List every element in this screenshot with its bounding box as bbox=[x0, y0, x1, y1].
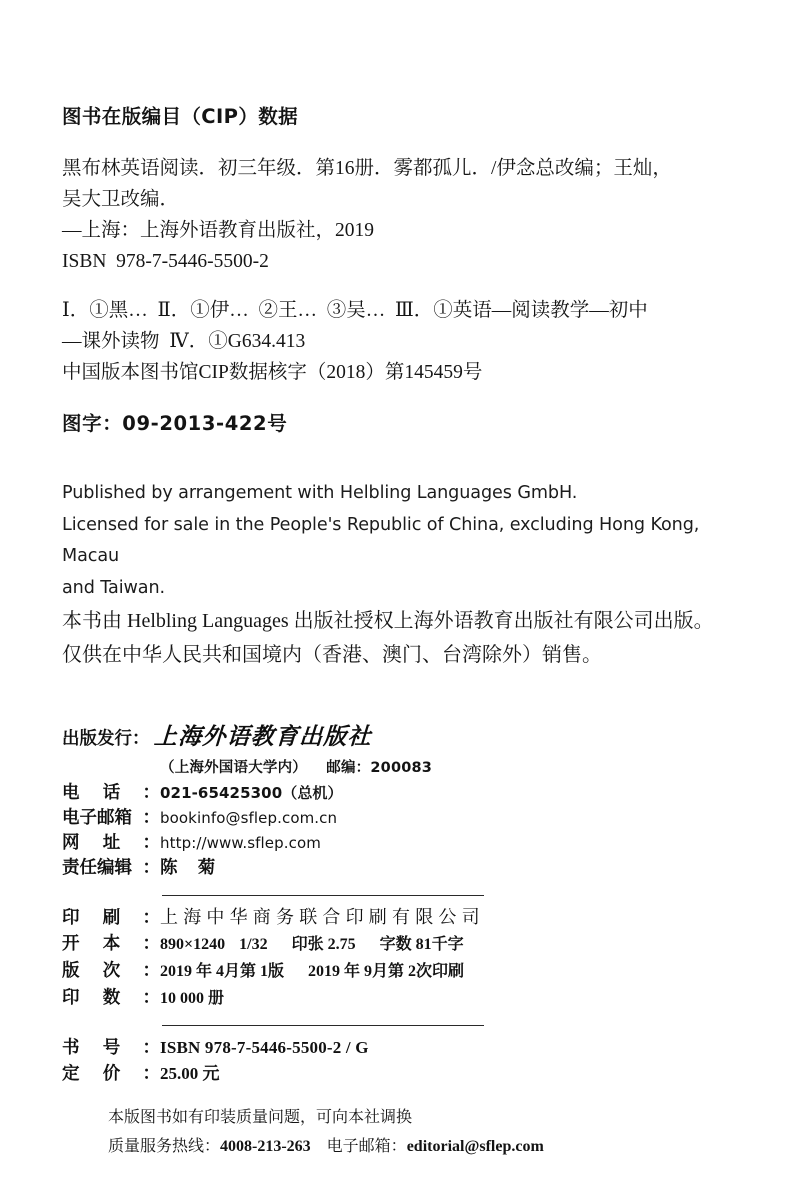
format-ratio: 1/32 bbox=[239, 936, 268, 953]
isbn-label-char-1: 书 bbox=[62, 1038, 80, 1058]
format-size: 890×1240 bbox=[160, 936, 226, 953]
cip-check-line: 中国版本图书馆CIP数据核字（2018）第145459号 bbox=[62, 362, 483, 383]
hotline-value: 4008-213-263 bbox=[220, 1138, 311, 1155]
editor-colon: ： bbox=[142, 858, 160, 878]
edition-label-char-1: 版 bbox=[62, 961, 80, 981]
colophon-divider-2 bbox=[162, 1025, 484, 1026]
email-value[interactable]: bookinfo@sflep.com.cn bbox=[160, 809, 338, 827]
isbn-value: ISBN 978-7-5446-5500-2 / G bbox=[160, 1038, 369, 1057]
edition-row bbox=[62, 958, 742, 985]
website-label-char-2: 址 bbox=[102, 833, 121, 853]
format-label-char-1: 开 bbox=[62, 934, 80, 954]
price-colon: ： bbox=[142, 1064, 160, 1084]
email-row bbox=[62, 806, 742, 831]
hotline-label: 质量服务热线： bbox=[108, 1138, 221, 1155]
format-row bbox=[62, 931, 742, 958]
email-label bbox=[62, 806, 160, 831]
edition-label bbox=[62, 958, 160, 984]
editor-value bbox=[160, 856, 215, 881]
printer-value: 上海中华商务联合印刷有限公司 bbox=[160, 907, 485, 928]
isbn-label-char-2: 号 bbox=[102, 1038, 121, 1058]
edition-colon: ： bbox=[142, 961, 160, 981]
format-label bbox=[62, 931, 160, 957]
service-line bbox=[108, 1132, 742, 1161]
licence-english-line-1: Published by arrangement with Helbling Languages GmbH. bbox=[62, 483, 578, 503]
price-label-char-2: 价 bbox=[102, 1064, 121, 1084]
print-run-label-char-2: 数 bbox=[102, 988, 121, 1008]
exchange-note: 本版图书如有印装质量问题，可向本社调换 bbox=[108, 1109, 413, 1126]
website-label bbox=[62, 831, 160, 856]
editor-given-name: 菊 bbox=[197, 858, 216, 878]
cip-classification-line-2: —课外读物 Ⅳ．①G634.413 bbox=[62, 331, 306, 352]
website-colon: ： bbox=[142, 833, 160, 853]
editor-label-text: 责任编辑 bbox=[62, 858, 132, 878]
sheets-label: 印张 bbox=[291, 936, 324, 953]
print-run-colon: ： bbox=[142, 988, 160, 1008]
cip-block bbox=[62, 101, 742, 388]
footer-email-value[interactable]: editorial@sflep.com bbox=[406, 1138, 544, 1155]
print-run-row bbox=[62, 985, 742, 1012]
print-run-value: 10 000 册 bbox=[160, 990, 225, 1007]
phone-row bbox=[62, 781, 742, 806]
format-label-char-2: 本 bbox=[102, 934, 121, 954]
licence-chinese-line-1: 本书由 Helbling Languages 出版社授权上海外语教育出版社有限公司出版。 bbox=[62, 610, 714, 632]
print-run-label bbox=[62, 985, 160, 1011]
edition-second: 2019 年 9月第 2次印刷 bbox=[308, 963, 465, 980]
phone-colon: ： bbox=[142, 783, 160, 803]
editor-surname: 陈 bbox=[160, 858, 178, 878]
publish-label: 出版发行： bbox=[62, 729, 150, 749]
colophon-divider-1 bbox=[162, 895, 484, 896]
licence-english-line-2: Licensed for sale in the People's Republic of China, excluding Hong Kong, Macau bbox=[62, 514, 700, 566]
print-run-label-char-1: 印 bbox=[62, 988, 80, 1008]
footer-notes bbox=[108, 1103, 742, 1161]
price-value: 25.00 元 bbox=[160, 1064, 220, 1083]
cip-title-line-1: 黑布林英语阅读．初三年级．第16册．雾都孤儿．/伊念总改编；王灿， bbox=[62, 158, 672, 179]
address-row bbox=[160, 756, 742, 781]
phone-label bbox=[62, 781, 160, 806]
publisher-name: 上海外语教育出版社 bbox=[152, 724, 372, 750]
isbn-label bbox=[62, 1035, 160, 1061]
price-label bbox=[62, 1061, 160, 1087]
publisher-address: （上海外国语大学内） bbox=[160, 760, 307, 776]
words-value: 81千字 bbox=[415, 936, 464, 953]
zip-value: 200083 bbox=[370, 760, 433, 776]
cip-publisher-line: —上海：上海外语教育出版社，2019 bbox=[62, 220, 375, 241]
isbn-colon: ： bbox=[142, 1038, 160, 1058]
cip-classification-line-1: Ⅰ．①黑… Ⅱ．①伊… ②王… ③吴… Ⅲ．①英语—阅读教学—初中 bbox=[62, 300, 648, 321]
phone-label-char-1: 电 bbox=[62, 783, 80, 803]
phone-label-char-2: 话 bbox=[102, 783, 121, 803]
editor-label bbox=[62, 856, 160, 881]
printer-label-char-2: 刷 bbox=[102, 908, 121, 928]
edition-first: 2019 年 4月第 1版 bbox=[160, 963, 285, 980]
licence-english-line-3: and Taiwan. bbox=[62, 577, 166, 598]
phone-value: 021-65425300（总机） bbox=[160, 784, 343, 802]
sheets-value: 2.75 bbox=[327, 936, 356, 953]
editor-row bbox=[62, 856, 742, 881]
price-row bbox=[62, 1061, 742, 1087]
footer-email-label: 电子邮箱： bbox=[326, 1138, 407, 1155]
cip-title-line-2: 吴大卫改编． bbox=[62, 189, 180, 210]
licence-block bbox=[62, 478, 727, 672]
zip-label: 邮编： bbox=[326, 760, 371, 776]
printer-label bbox=[62, 905, 160, 931]
email-label-text: 电子邮箱 bbox=[62, 808, 132, 828]
import-registration-number: 图字：09-2013-422号 bbox=[62, 412, 288, 435]
isbn-row bbox=[62, 1035, 742, 1061]
printer-colon: ： bbox=[142, 908, 160, 928]
edition-label-char-2: 次 bbox=[102, 961, 121, 981]
format-colon: ： bbox=[142, 934, 160, 954]
website-value[interactable]: http://www.sflep.com bbox=[160, 834, 321, 852]
edition-value bbox=[160, 959, 464, 985]
cip-isbn-line: ISBN 978-7-5446-5500-2 bbox=[62, 251, 269, 272]
website-label-char-1: 网 bbox=[62, 833, 80, 853]
printer-row bbox=[62, 905, 742, 931]
colophon-block bbox=[62, 722, 742, 1161]
website-row bbox=[62, 831, 742, 856]
format-value bbox=[160, 932, 464, 958]
price-label-char-1: 定 bbox=[62, 1064, 80, 1084]
email-colon: ： bbox=[142, 808, 160, 828]
printer-label-char-1: 印 bbox=[62, 908, 80, 928]
publisher-row bbox=[62, 722, 742, 754]
cip-heading: 图书在版编目（CIP）数据 bbox=[62, 105, 299, 128]
words-label: 字数 bbox=[379, 936, 412, 953]
licence-chinese-line-2: 仅供在中华人民共和国境内（香港、澳门、台湾除外）销售。 bbox=[62, 644, 602, 666]
